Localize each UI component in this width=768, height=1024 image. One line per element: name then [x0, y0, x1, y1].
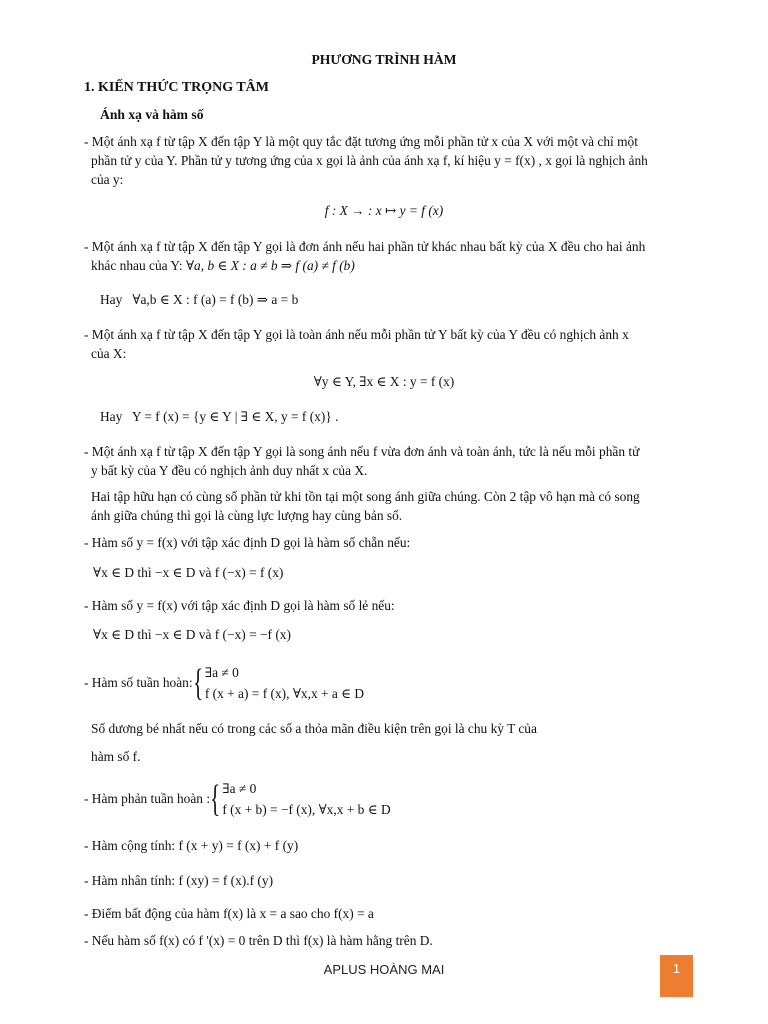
formula-prefix: Hay: [100, 409, 123, 424]
periodic-label: - Hàm số tuần hoàn:: [84, 675, 193, 690]
multiplicative-formula: f (xy) = f (x).f (y): [178, 873, 274, 888]
paragraph-cardinality: [91, 487, 701, 525]
additive-label: - Hàm cộng tính:: [84, 838, 176, 853]
formula-mapping: f : X → : x ↦ y = f (x): [324, 203, 444, 218]
formula-text: ∀a,b ∈ X : f (a) = f (b) ⇒ a = b: [132, 292, 299, 307]
page-title: PHƯƠNG TRÌNH HÀM: [311, 52, 457, 67]
antiperiodic-condition-1: ∃a ≠ 0: [222, 781, 257, 796]
constant-text-a: - Nếu hàm số f(x) có: [84, 933, 196, 948]
text-line: y bất kỳ của Y đều có nghịch ảnh duy nhất x của X.: [91, 463, 368, 478]
text-line: - Một ánh xạ f từ tập X đến tập Y gọi là song ánh nếu f vừa đơn ánh và toàn ánh, tức là nếu mỗi phần tử: [84, 444, 640, 459]
formula-even-function: ∀x ∈ D thì −x ∈ D và f (−x) = f (x): [93, 565, 284, 580]
left-brace: {: [210, 778, 221, 820]
paragraph-mapping-definition: [84, 132, 694, 189]
subsection-heading: Ánh xạ và hàm số: [100, 107, 204, 122]
constant-text-b: trên D thì f(x) là hàm hằng trên D.: [248, 933, 433, 948]
multiplicative-label: - Hàm nhân tính:: [84, 873, 176, 888]
paragraph-bijection: [84, 442, 694, 480]
text-line: - Một ánh xạ f từ tập X đến tập Y gọi là toàn ánh nếu mỗi phần tử Y bất kỳ của Y đều có nghịch ảnh x: [84, 327, 629, 342]
periodic-function: [84, 662, 364, 704]
text-line: Số dương bé nhất nếu có trong các số a thỏa mãn điều kiện trên gọi là chu kỳ T của: [91, 721, 537, 736]
periodic-condition-2: f (x + a) = f (x), ∀x,x + a ∈ D: [204, 686, 365, 701]
text-line: [84, 256, 694, 275]
constant-function: [84, 933, 433, 949]
paragraph-injection: [84, 237, 694, 275]
fixed-point: - Điểm bất động của hàm f(x) là x = a sao cho f(x) = a: [84, 906, 374, 921]
formula-prefix: Hay: [100, 292, 123, 307]
additive-formula: f (x + y) = f (x) + f (y): [178, 838, 299, 853]
periodic-condition-1: ∃a ≠ 0: [204, 665, 239, 680]
text-line: Hai tập hữu hạn có cùng số phần tử khi tồn tại một song ánh giữa chúng. Còn 2 tập vô hạn mà có song: [91, 489, 640, 504]
multiplicative-function: [84, 873, 273, 889]
paragraph-period: [91, 719, 537, 766]
formula-surjection: ∀y ∈ Y, ∃x ∈ X : y = f (x): [313, 374, 455, 389]
formula-odd-function: ∀x ∈ D thì −x ∈ D và f (−x) = −f (x): [93, 627, 291, 642]
text-line: của X:: [91, 346, 127, 361]
text-line: hàm số f.: [91, 749, 141, 764]
antiperiodic-label: - Hàm phản tuần hoàn :: [84, 791, 211, 806]
formula-image-set: [100, 409, 338, 425]
text-line: phần tử y của Y. Phần tử y tương ứng của x gọi là ảnh của ánh xạ f, kí hiệu y = f(x) , x gọi là nghịch ảnh: [91, 153, 648, 168]
additive-function: [84, 838, 298, 854]
formula-injection-alt: [100, 292, 298, 308]
text-fragment: khác nhau của Y:: [91, 258, 183, 273]
antiperiodic-condition-2: f (x + b) = −f (x), ∀x,x + b ∈ D: [222, 802, 391, 817]
paragraph-surjection: [84, 325, 694, 363]
paragraph-even-function: - Hàm số y = f(x) với tập xác định D gọi là hàm số chẵn nếu:: [84, 535, 411, 550]
footer-brand: APLUS HOÀNG MAI: [323, 962, 445, 977]
left-brace: {: [192, 662, 203, 704]
paragraph-odd-function: - Hàm số y = f(x) với tập xác định D gọi là hàm số lẻ nếu:: [84, 598, 395, 613]
section-heading: 1. KIẾN THỨC TRỌNG TÂM: [84, 80, 270, 95]
text-line: - Một ánh xạ f từ tập X đến tập Y là một quy tắc đặt tương ứng mỗi phần tử x của X với một và chỉ một: [84, 134, 638, 149]
constant-formula: f '(x) = 0: [198, 933, 246, 948]
text-line: - Một ánh xạ f từ tập X đến tập Y gọi là đơn ánh nếu hai phần tử khác nhau bất kỳ của X đều cho hai ảnh: [84, 239, 646, 254]
antiperiodic-function: [84, 778, 391, 820]
page-number-badge: 1: [660, 955, 693, 997]
text-line: ánh giữa chúng thì gọi là cùng lực lượng hay cùng bản số.: [91, 508, 403, 523]
text-line: của y:: [91, 172, 124, 187]
formula-text: Y = f (x) = {y ∈ Y | ∃ ∈ X, y = f (x)} .: [131, 409, 339, 424]
formula-injection: ∀a, b ∈ X : a ≠ b ⇒ f (a) ≠ f (b): [185, 258, 355, 273]
